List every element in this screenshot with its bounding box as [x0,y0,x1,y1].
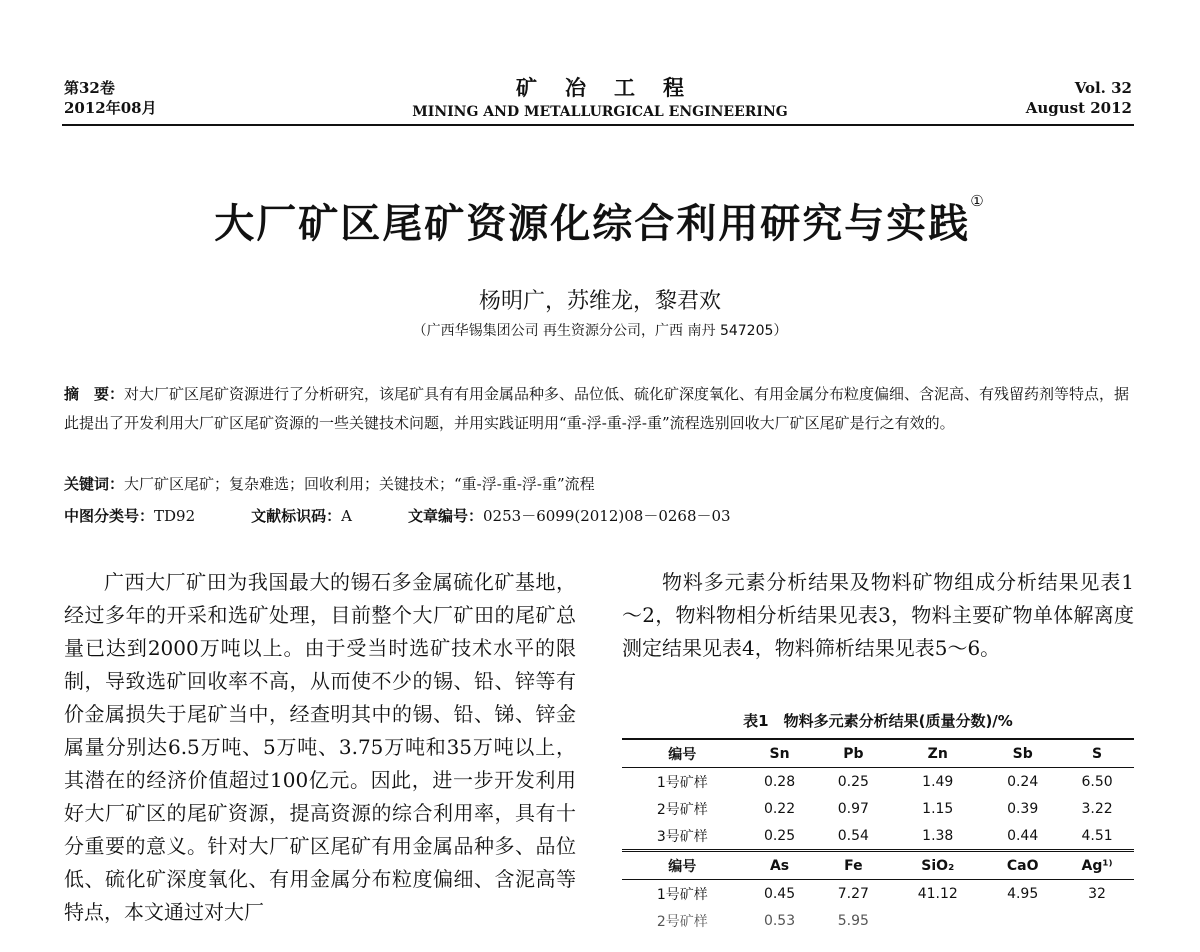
keywords-text: 大厂矿区尾矿；复杂难选；回收利用；关键技术；“重-浮-重-浮-重”流程 [124,475,595,493]
abstract [64,380,1144,438]
article-title-text: 大厂矿区尾矿资源化综合利用研究与实践 [214,201,971,247]
table-cell [985,907,1060,934]
table-cell: 3.22 [1081,800,1113,817]
classification-line [64,502,1144,531]
journal-title-cn: 矿冶工程 [516,75,712,100]
table1-header-cell: Sb [985,739,1060,768]
table-cell: 1.15 [922,800,954,817]
table-cell: 4.51 [1081,827,1113,844]
volume-label: 第32卷 [64,79,115,97]
table1-header-cell: Sn [743,739,817,768]
header-center [0,72,1200,120]
header-right [1026,78,1132,118]
keywords-label: 关键词： [64,475,125,493]
table-row [622,768,1134,796]
issue-date-en: August 2012 [1025,99,1132,117]
table-row [622,907,1134,934]
table-cell: 0.25 [763,827,796,844]
table-cell [1060,907,1134,934]
table-cell: 7.27 [837,885,869,902]
table-cell: 6.50 [1081,773,1113,790]
abstract-text: 对大厂矿区尾矿资源进行了分析研究，该尾矿具有有用金属品种多、品位低、硫化矿深度氧化、有用金属分布粒度偏细、含泥高、有残留药剂等特点，据此提出了开发利用大厂矿区尾矿资源的一些关键技术问题，并用实践证明用“重-浮-重-浮-重”流程选别回收大厂矿区尾矿是行之有效的。 [64,385,1130,432]
title-footnote-mark: ① [970,192,986,210]
doc-code-label: 文献标识码： [251,507,342,525]
journal-title-en: MINING AND METALLURGICAL ENGINEERING [412,104,788,120]
article-number-value: 0253－6099(2012)08－0268－03 [483,507,731,525]
table-cell: 0.22 [763,800,796,817]
table-cell: 0.39 [1007,800,1039,817]
clc-value: TD92 [154,507,196,525]
table-cell: 41.12 [917,885,958,902]
table-cell: 5.95 [837,912,869,929]
table1-header-cell: Ag¹⁾ [1060,851,1134,880]
table1-header-cell: 编号 [622,739,743,768]
clc-label: 中图分类号： [64,507,155,525]
table-cell: 2号矿样 [656,913,708,930]
keywords [64,470,1144,499]
table-row [622,880,1134,908]
body-right-paragraph: 物料多元素分析结果及物料矿物组成分析结果见表1～2，物料物相分析结果见表3，物料主要矿物单体解离度测定结果见表4，物料筛析结果见表5～6。 [622,570,1134,660]
authors: 杨明广，苏维龙，黎君欢 [478,289,721,314]
table-cell: 0.28 [763,773,796,790]
article-title [0,192,1200,249]
table-cell: 4.95 [1007,885,1039,902]
table-cell: 3号矿样 [656,828,708,845]
table-cell [890,907,985,934]
table1-caption: 表1 物料多元素分析结果(质量分数)/% [743,712,1013,730]
table-cell: 2号矿样 [656,801,708,818]
table1 [622,738,1134,934]
table-row [622,822,1134,851]
table1-header-cell: SiO₂ [890,851,985,880]
table-cell: 1.38 [922,827,954,844]
table1-header-cell: CaO [985,851,1060,880]
article-number-label: 文章编号： [408,507,484,525]
table1-header-cell: Pb [816,739,890,768]
affiliation: （广西华锡集团公司 再生资源分公司，广西 南丹 547205） [412,323,788,339]
body-left-paragraph: 广西大厂矿田为我国最大的锡石多金属硫化矿基地，经过多年的开采和选矿处理，目前整个大厂矿田的尾矿总量已达到2000万吨以上。由于受当时选矿技术水平的限制，导致选矿回收率不高，从而使不少的锡、铅、锌等有价金属损失于尾矿当中，经查明其中的锡、铅、锑、锌金属量分别达6.5万吨、5万吨、3.75万吨和35万吨以上，其潜在的经济价值超过100亿元。因此，进一步开发利用好大厂矿区的尾矿资源，提高资源的综合利用率，具有十分重要的意义。针对大厂矿区尾矿有用金属品种多、品位低、硫化矿深度氧化、有用金属分布粒度偏细、含泥高等特点，本文通过对大厂 [64,570,576,924]
table1-header-cell: 编号 [622,851,743,880]
doc-code-value: A [341,507,352,525]
table1-header-row-2 [622,851,1134,880]
table-cell: 0.44 [1007,827,1039,844]
issue-date: 2012年08月 [64,99,157,117]
table1-header-cell: As [743,851,817,880]
table-cell: 0.25 [837,773,869,790]
table1-header-cell: Zn [890,739,985,768]
table-cell: 0.45 [763,885,796,902]
table-cell: 1号矿样 [656,886,708,903]
volume-label-en: Vol. 32 [1074,79,1132,97]
table-cell: 1号矿样 [656,774,708,791]
table-cell: 32 [1088,885,1106,902]
abstract-label: 摘 要： [64,385,125,403]
table-cell: 0.24 [1007,773,1039,790]
table-cell: 1.49 [922,773,954,790]
table1-header-cell: Fe [816,851,890,880]
table-cell: 0.54 [837,827,869,844]
table-cell: 0.53 [763,912,796,929]
table1-header-row [622,739,1134,768]
table-cell: 0.97 [837,800,869,817]
header-rule [62,124,1134,126]
table-row [622,795,1134,822]
table1-header-cell: S [1060,739,1134,768]
